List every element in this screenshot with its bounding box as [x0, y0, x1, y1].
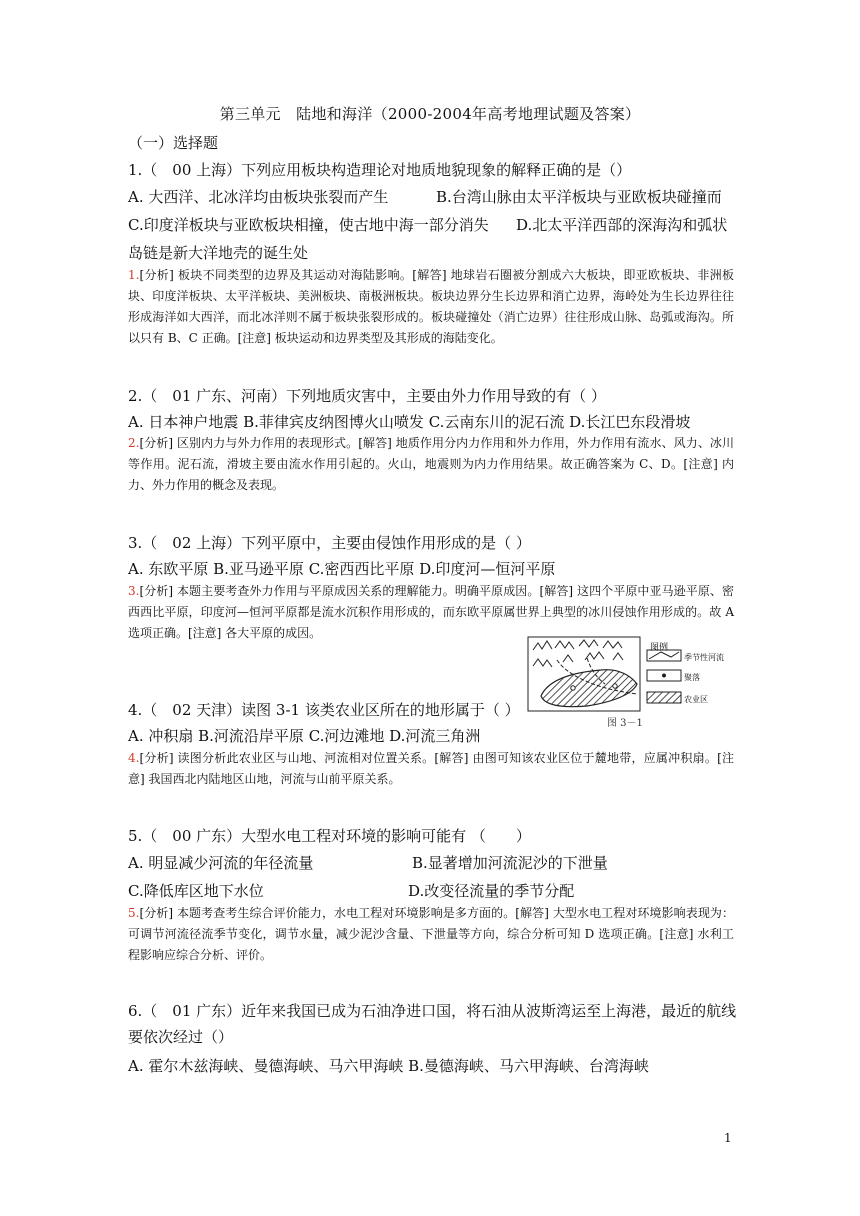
legend-item-river: 季节性河流 [684, 653, 724, 662]
legend-title: 图例 [650, 643, 669, 653]
question-2-options: A. 日本神户地震 B.菲律宾皮纳图博火山喷发 C.云南东川的泥石流 D.长江巴东段滑坡 [128, 413, 691, 431]
analysis-number: 2. [128, 436, 140, 450]
question-3-options: A. 东欧平原 B.亚马逊平原 C.密西西比平原 D.印度河—恒河平原 [128, 560, 556, 578]
option-text: C.印度洋板块与亚欧板块相撞，使古地中海一部分消失 [128, 216, 489, 234]
question-5-analysis [128, 903, 734, 966]
option-text: 岛链是新大洋地壳的诞生处 [128, 244, 309, 262]
settlement [613, 684, 617, 688]
question-1-analysis [128, 265, 734, 349]
question-5-stem: 5.（ 00 广东）大型水电工程对环境的影响可能有 （ ） [128, 827, 531, 845]
figure-caption: 图 3－1 [607, 718, 643, 729]
question-2-stem: 2.（ 01 广东、河南）下列地质灾害中，主要由外力作用导致的有（ ） [128, 387, 606, 405]
analysis-text: [分析] 本题考查考生综合评价能力，水电工程对环境影响是多方面的。[解答] 大型水电工程对环境影响表现为：可调节河流径流季节变化，调节水量，减少泥沙含量、下泄量等方向，综合分析可知 D 选项正确。[注意] 水利工程影响应综合分析、评价。 [128, 906, 734, 962]
option-text: A. 大西洋、北冰洋均由板块张裂而产生 [128, 188, 389, 206]
option-text: C.降低库区地下水位 [128, 882, 264, 900]
option-text: D.改变径流量的季节分配 [408, 882, 575, 900]
analysis-text: [分析] 区别内力与外力作用的表现形式。[解答] 地质作用分内力作用和外力作用，外力作用有流水、风力、冰川等作用。泥石流，滑坡主要由流水作用引起的。火山，地震则为内力作用结果。故正确答案为 C、D。[注意] 内力、外力作用的概念及表现。 [128, 436, 734, 492]
option-text: A. 明显减少河流的年径流量 [128, 854, 314, 872]
question-6-options: A. 霍尔木兹海峡、曼德海峡、马六甲海峡 B.曼德海峡、马六甲海峡、台湾海峡 [128, 1057, 649, 1075]
analysis-number: 4. [128, 751, 140, 765]
question-4-stem: 4.（ 02 天津）读图 3-1 该类农业区所在的地形属于（ ） [128, 701, 520, 719]
question-4-options: A. 冲积扇 B.河流沿岸平原 C.河边滩地 D.河流三角洲 [128, 727, 481, 745]
option-text: B.台湾山脉由太平洋板块与亚欧板块碰撞而 [436, 188, 722, 206]
question-1-options-line-2 [128, 212, 748, 238]
legend-item-agriculture: 农业区 [684, 695, 708, 704]
question-1-options-line-3 [128, 240, 748, 266]
question-1-stem: 1.（ 00 上海）下列应用板块构造理论对地质地貌现象的解释正确的是（） [128, 161, 632, 179]
page-number: 1 [724, 1131, 732, 1145]
settlement [571, 686, 575, 690]
question-1-options-line-1 [128, 184, 748, 210]
analysis-text: [分析] 板块不同类型的边界及其运动对海陆影响。[解答] 地球岩石圈被分割成六大板块，即亚欧板块、非洲板块、印度洋板块、太平洋板块、美洲板块、南极洲板块。板块边界分生长边界和消亡边界，海岭处为生长边界往往形成海洋如大西洋，而北冰洋则不属于板块张裂形成的。板块碰撞处（消亡边界）往往形成山脉、岛弧或海沟。所以只有 B、C 正确。[注意] 板块运动和边界类型及其形成的海陆变化。 [128, 268, 734, 345]
analysis-number: 3. [128, 584, 140, 598]
option-text: B.显著增加河流泥沙的下泄量 [412, 854, 608, 872]
question-2-analysis [128, 433, 734, 496]
option-text: D.北太平洋西部的深海沟和弧状 [516, 216, 728, 234]
section-heading: （一）选择题 [128, 134, 219, 152]
analysis-number: 5. [128, 906, 140, 920]
question-4-analysis [128, 748, 734, 790]
question-3-analysis [128, 581, 734, 644]
legend-item-settlement: 聚落 [684, 673, 700, 682]
analysis-number: 1. [128, 268, 140, 282]
question-3-stem: 3.（ 02 上海）下列平原中，主要由侵蚀作用形成的是（ ） [128, 534, 531, 552]
question-5-options-line-2 [128, 878, 748, 904]
analysis-text: [分析] 本题主要考查外力作用与平原成因关系的理解能力。明确平原成因。[解答] 这四个平原中亚马逊平原、密西西比平原，印度河—恒河平原都是流水沉积作用形成的，而东欧平原属世界上典型的冰川侵蚀作用形成的。故 A 选项正确。[注意] 各大平原的成因。 [128, 584, 734, 640]
question-5-options-line-1 [128, 850, 748, 876]
question-6-stem: 6.（ 01 广东）近年来我国已成为石油净进口国，将石油从波斯湾运至上海港，最近的航线要依次经过（） [128, 1002, 737, 1046]
page-title: 第三单元 陆地和海洋（2000-2004年高考地理试题及答案） [219, 105, 641, 123]
analysis-text: [分析] 读图分析此农业区与山地、河流相对位置关系。[解答] 由图可知该农业区位于麓地带，应属冲积扇。[注意] 我国西北内陆地区山地，河流与山前平原关系。 [128, 751, 734, 786]
